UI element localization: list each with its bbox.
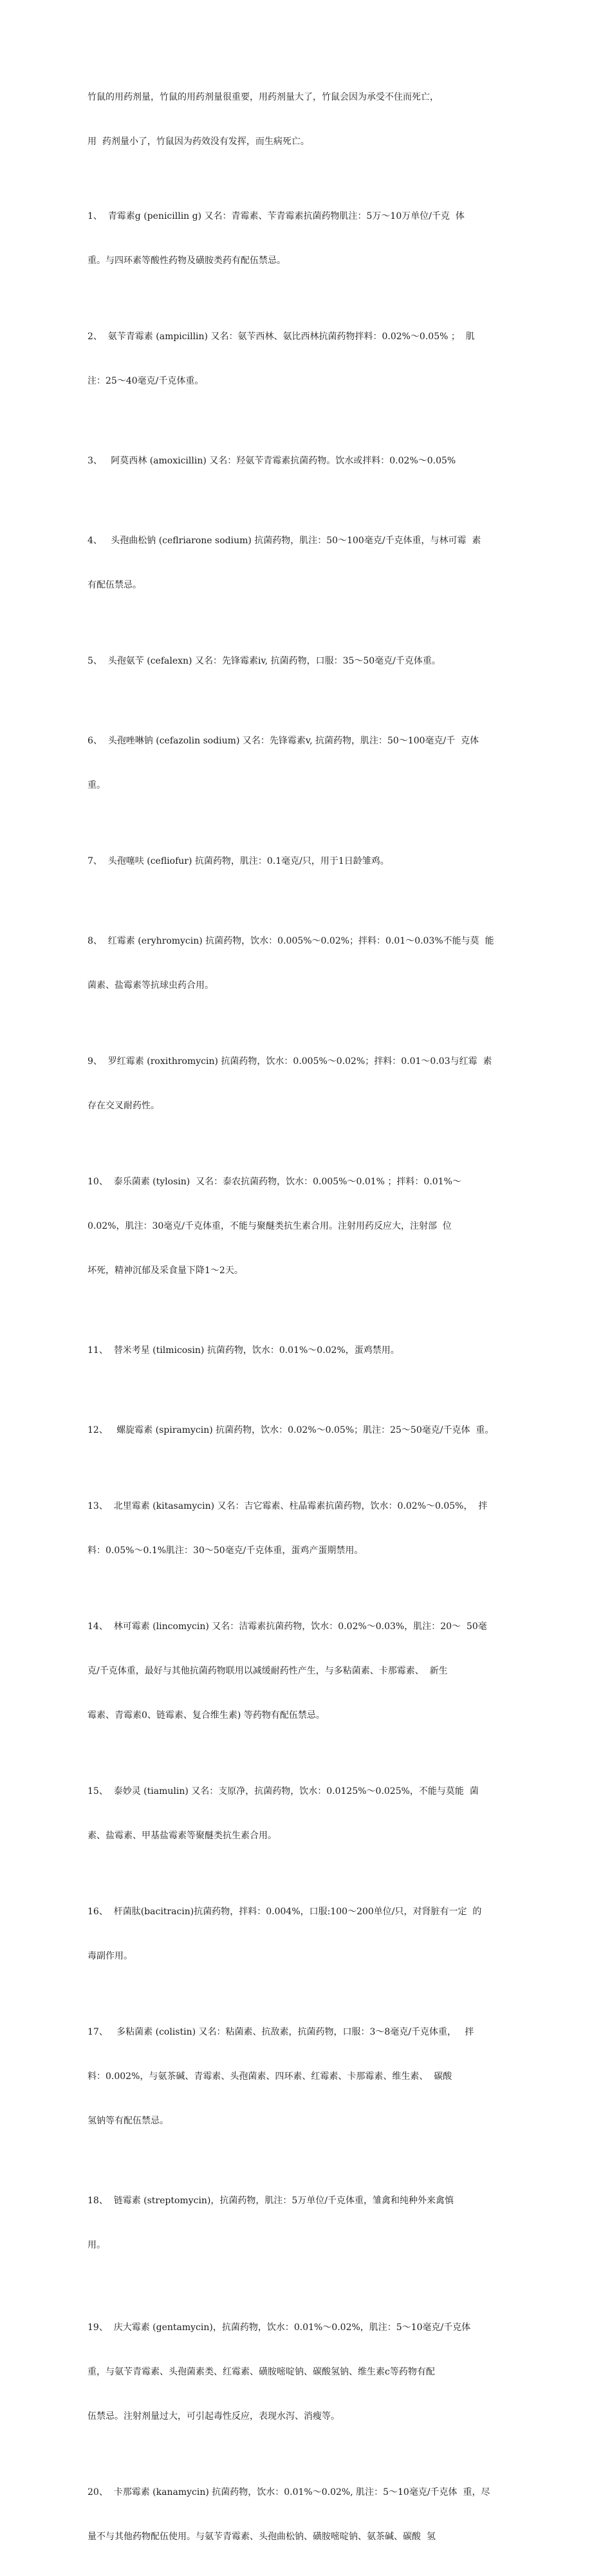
text-line: 11、 替米考星 (tilmicosin) 抗菌药物，饮水：0.01%～0.02%，蛋鸡禁用。 [88,1345,400,1356]
text-line: 8、 红霉素 (eryhromycin) 抗菌药物，饮水：0.005%～0.02%；拌料：0.01～0.03%不能与莫 能 [88,936,494,946]
drug-item-7 [88,825,506,899]
text-line: 20、 卡那霉素 (kanamycin) 抗菌药物，饮水：0.01%～0.02%, 肌注：5～10毫克/千克体 重，尽 [88,2487,490,2497]
text-line: 伍禁忌。注射剂量过大，可引起毒性反应，表现水泻、消瘦等。 [88,2411,340,2422]
text-line: 有配伍禁忌。 [88,580,142,590]
drug-item-20 [88,2456,506,2574]
text-line: 霉素、青霉素0、链霉素、复合维生素) 等药物有配伍禁忌。 [88,1710,325,1721]
drug-item-16 [88,1875,506,1993]
text-line: 素、盐霉素、甲基盐霉素等聚醚类抗生素合用。 [88,1831,277,1841]
drug-item-1 [88,180,506,298]
drug-item-11 [88,1314,506,1388]
text-line: 量不与其他药物配伍使用。与氨苄青霉素、头孢曲松钠、磺胺嘧啶钠、氨茶碱、碳酸 氢 [88,2532,436,2542]
text-line: 菌素、盐霉素等抗球虫药合用。 [88,980,214,991]
text-line: 6、 头孢唑啉钠 (cefazolin sodium) 又名：先锋霉素v, 抗菌药物，肌注：50～100毫克/千 克体 [88,736,479,746]
text-line: 5、 头孢氨苄 (cefalexn) 又名：先锋霉素iv, 抗菌药物，口服：35～50毫克/千克体重。 [88,656,441,666]
text-line: 1、 青霉素g (penicillin g) 又名：青霉素、苄青霉素抗菌药物肌注：5万～10万单位/千克 体 [88,211,465,221]
text-line: 14、 林可霉素 (lincomycin) 又名：洁霉素抗菌药物，饮水：0.02%～0.03%，肌注：20～ 50毫 [88,1621,487,1632]
text-line: 7、 头孢噻呋 (cefliofur) 抗菌药物，肌注：0.1毫克/只，用于1日龄雏鸡。 [88,856,389,866]
drug-item-19 [88,2291,506,2454]
text-line: 用 药剂量小了，竹鼠因为药效没有发挥，而生病死亡。 [88,136,310,147]
text-line: 料：0.05%～0.1%肌注：30～50毫克/千克体重，蛋鸡产蛋期禁用。 [88,1545,364,1556]
text-line: 9、 罗红霉素 (roxithromycin) 抗菌药物，饮水：0.005%～0.02%；拌料：0.01～0.03与红霉 素 [88,1056,492,1067]
text-line: 氢钠等有配伍禁忌。 [88,2116,169,2126]
text-line: 坏死，精神沉郁及采食量下降1～2天。 [88,1265,243,1276]
text-line: 竹鼠的用药剂量，竹鼠的用药剂量很重要，用药剂量大了，竹鼠会因为承受不住而死亡， [88,92,439,102]
text-line: 13、 北里霉素 (kitasamycin) 又名：吉它霉素、柱晶霉素抗菌药物，饮水：0.02%～0.05%， 拌 [88,1501,488,1511]
text-line: 15、 泰妙灵 (tiamulin) 又名：支原净，抗菌药物，饮水：0.0125%～0.025%，不能与莫能 菌 [88,1786,479,1797]
drug-item-18 [88,2164,506,2282]
drug-item-9 [88,1025,506,1143]
drug-item-15 [88,1755,506,1873]
text-line: 克/千克体重，最好与其他抗菌药物联用以减缓耐药性产生，与多粘菌素、卡那霉素、 新生 [88,1666,448,1676]
text-line: 17、 多粘菌素 (colistin) 又名：粘菌素、抗敌素，抗菌药物，口服：3～8毫克/千克体重， 拌 [88,2027,474,2037]
text-line: 19、 庆大霉素 (gentamycin)，抗菌药物，饮水：0.01%～0.02%，肌注：5～10毫克/千克体 [88,2322,471,2333]
text-line: 用。 [88,2240,106,2250]
drug-item-12 [88,1394,506,1468]
drug-item-14 [88,1590,506,1753]
text-line: 重。与四环素等酸性药物及磺胺类药有配伍禁忌。 [88,256,286,266]
drug-item-5 [88,624,506,698]
text-line: 12、 螺旋霉素 (spiramycin) 抗菌药物，饮水：0.02%～0.05%；肌注：25～50毫克/千克体 重。 [88,1425,494,1435]
text-line: 注：25～40毫克/千克体重。 [88,376,204,386]
drug-item-8 [88,904,506,1023]
document-body [88,61,506,2576]
text-line: 重，与氨苄青霉素、头孢菌素类、红霉素、磺胺嘧啶钠、碳酸氢钠、维生素c等药物有配 [88,2367,435,2377]
drug-item-4 [88,504,506,622]
text-line: 18、 链霉素 (streptomycin)，抗菌药物，肌注：5万单位/千克体重，雏禽和纯种外来禽慎 [88,2196,454,2206]
text-line: 存在交叉耐药性。 [88,1101,160,1111]
drug-item-17 [88,1995,506,2158]
drug-item-6 [88,704,506,823]
text-line: 10、 泰乐菌素 (tylosin) 又名：泰农抗菌药物，饮水：0.005%～0.01% ；拌料：0.01%～ [88,1177,461,1187]
drug-item-3 [88,424,506,498]
drug-item-2 [88,300,506,418]
text-line: 0.02%，肌注：30毫克/千克体重，不能与聚醚类抗生素合用。注射用药反应大，注射部 位 [88,1221,452,1231]
text-line: 3、 阿莫西林 (amoxicillin) 又名：羟氨苄青霉素抗菌药物。饮水或拌料：0.02%～0.05% [88,456,456,466]
text-line: 16、 杆菌肽(bacitracin)抗菌药物，拌料：0.004%，口服:100～200单位/只，对肾脏有一定 的 [88,1907,482,1917]
drug-item-10 [88,1145,506,1308]
drug-item-13 [88,1470,506,1588]
intro-paragraph [88,61,506,179]
text-line: 料：0.002%，与氨茶碱、青霉素、头孢菌素、四环素、红霉素、卡那霉素、维生素、 碳酸 [88,2071,452,2082]
text-line: 毒副作用。 [88,1951,133,1961]
text-line: 4、 头孢曲松钠 (ceflriarone sodium) 抗菌药物，肌注：50～100毫克/千克体重，与林可霉 素 [88,536,481,546]
text-line: 2、 氨苄青霉素 (ampicillin) 又名：氨苄西林、氨比西林抗菌药物拌料：0.02%～0.05% ； 肌 [88,331,475,342]
text-line: 重。 [88,780,106,790]
